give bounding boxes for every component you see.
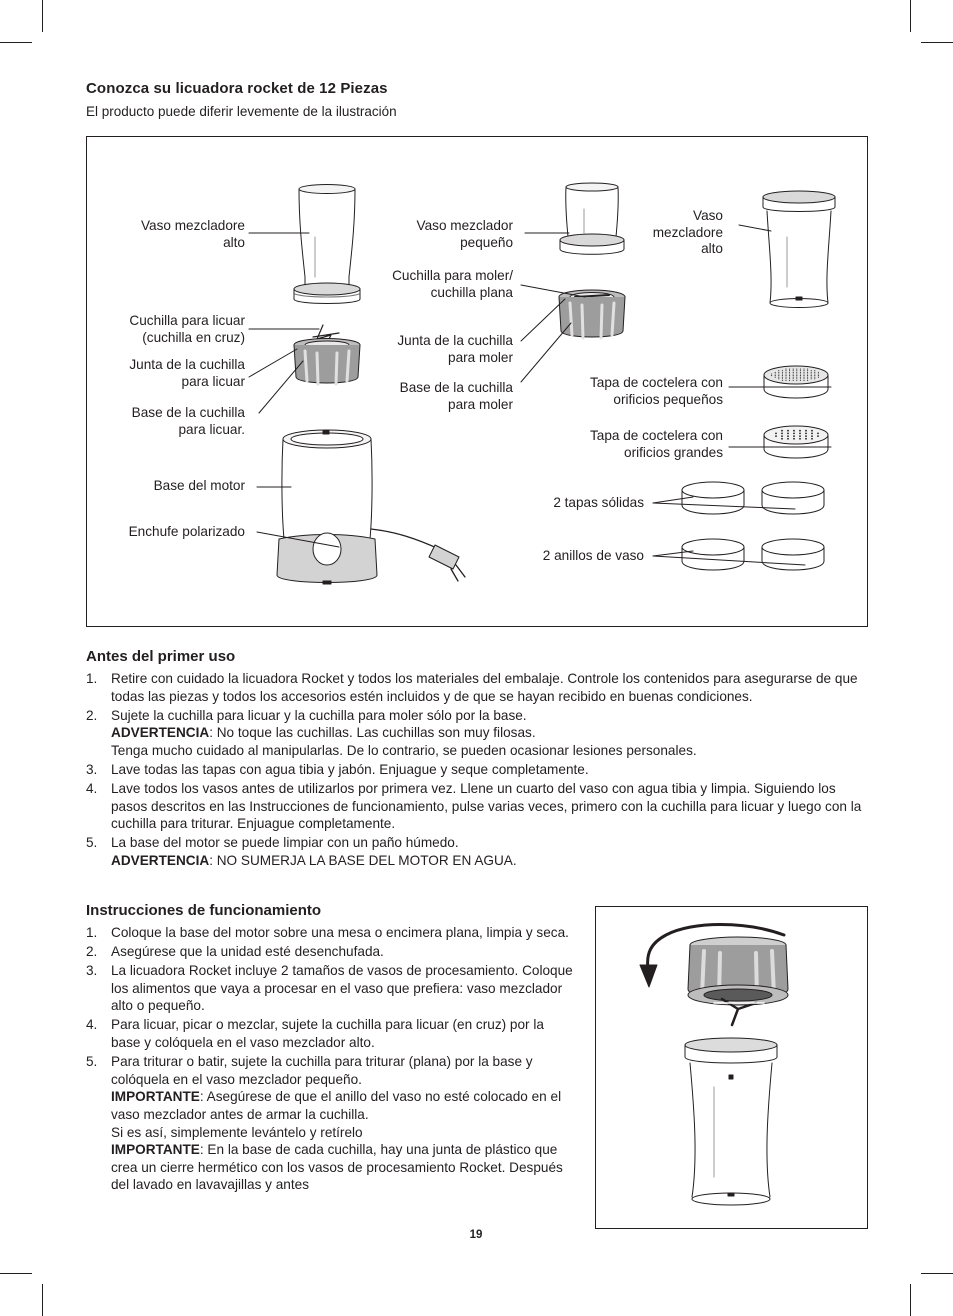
shaker-hole — [775, 377, 776, 378]
shaker-hole — [817, 435, 819, 437]
shaker-hole — [782, 380, 783, 381]
shaker-hole — [793, 438, 795, 440]
shaker-hole — [800, 378, 801, 379]
shaker-lid-small-holes-icon — [764, 366, 828, 398]
section-title-operating-instructions: Instrucciones de funcionamiento — [86, 902, 322, 919]
crop-mark — [0, 1273, 32, 1274]
crop-mark — [42, 1284, 43, 1316]
label-motor-base: Base del motor — [153, 478, 245, 493]
operating-instructions-list — [86, 924, 574, 1195]
grind-blade-base-icon — [559, 290, 625, 338]
shaker-hole — [814, 373, 815, 374]
shaker-hole — [793, 430, 795, 432]
shaker-hole — [787, 433, 789, 435]
page-title: Conozca su licuadora rocket de 12 Piezas — [86, 80, 388, 97]
label-blend-gasket: Junta de la cuchilla para licuar — [129, 357, 245, 389]
label-cup-rings: 2 anillos de vaso — [542, 548, 644, 563]
shaker-hole — [782, 375, 783, 376]
shaker-lid-large-holes-icon — [764, 426, 828, 458]
shaker-hole — [793, 372, 794, 373]
shaker-hole — [799, 433, 801, 435]
shaker-hole — [793, 435, 795, 437]
shaker-hole — [789, 380, 790, 381]
label-shaker-large: Tapa de coctelera con orificios grandes — [589, 428, 723, 460]
shaker-hole — [799, 435, 801, 437]
list-item: 5. Para triturar o batir, sujete la cuchilla para triturar (plana) por la base y colóquela en el vaso mezclador pequeño. IMPORTANTE: Asegúrese de que el anillo del vaso no esté colocado en el vaso mezclador antes de armar la cuchilla. Si es así, simplemente levántelo y retírelo IMPORTANTE: En la base de cada cuchilla, hay una junta de plástico que crea un cierre hermético con los vasos de procesamiento Rocket. Después del lavado en lavavajillas y antes — [86, 1053, 574, 1194]
shaker-hole — [803, 380, 804, 381]
shaker-hole — [775, 435, 777, 437]
shaker-hole — [811, 435, 813, 437]
shaker-hole — [805, 435, 807, 437]
label-shaker-small: Tapa de coctelera con orificios pequeños — [589, 375, 723, 407]
shaker-hole — [811, 430, 813, 432]
shaker-hole — [811, 438, 813, 440]
shaker-hole — [799, 438, 801, 440]
shaker-hole — [807, 377, 808, 378]
shaker-hole — [782, 372, 783, 373]
shaker-hole — [807, 370, 808, 371]
shaker-hole — [805, 430, 807, 432]
shaker-hole — [814, 372, 815, 373]
shaker-hole — [814, 375, 815, 376]
warning-line: ADVERTENCIA: No toque las cuchillas. Las cuchillas son muy filosas. — [111, 725, 536, 741]
shaker-hole — [800, 375, 801, 376]
label-solid-lids: 2 tapas sólidas — [553, 495, 644, 510]
shaker-hole — [775, 433, 777, 435]
crop-mark — [921, 1273, 953, 1274]
list-item: 4. Lave todos los vasos antes de utilizarlos por primera vez. Llene un cuarto del vaso con agua tibia y limpia. Siguiendo los pasos descritos en las Instrucciones de funcionamiento, pulse varias veces, primero con la cuchilla para licuar y luego con la cuchilla para triturar. Enjuague completamente. — [86, 781, 862, 832]
shaker-hole — [785, 375, 786, 376]
list-item: 4. Para licuar, picar o mezclar, sujete la cuchilla para licuar (en cruz) por la base y colóquela en el vaso mezclador alto. — [86, 1017, 544, 1051]
shaker-hole — [793, 377, 794, 378]
list-item: 1. Coloque la base del motor sobre una mesa o encimera plana, limpia y seca. — [86, 925, 569, 940]
label-small-cup: Vaso mezclador pequeño — [416, 218, 513, 250]
shaker-hole — [803, 375, 804, 376]
before-first-use-list — [86, 670, 871, 871]
shaker-hole — [785, 378, 786, 379]
shaker-hole — [796, 377, 797, 378]
shaker-hole — [803, 369, 804, 370]
shaker-hole — [805, 438, 807, 440]
list-item: 5. La base del motor se puede limpiar con un paño húmedo. ADVERTENCIA: NO SUMERJA LA BASE DEL MOTOR EN AGUA. — [86, 834, 871, 869]
assembly-illustration — [595, 906, 868, 1229]
label-tall-cup-left: Vaso mezcladore alto — [140, 218, 245, 250]
shaker-hole — [781, 430, 783, 432]
label-tall-cup-right: Vaso mezcladore alto — [652, 208, 723, 256]
label-cross-blade: Cuchilla para licuar (cuchilla en cruz) — [129, 313, 245, 345]
shaker-hole — [782, 373, 783, 374]
shaker-hole — [805, 433, 807, 435]
shaker-hole — [807, 378, 808, 379]
shaker-hole — [771, 375, 772, 376]
tall-cup-right-icon — [763, 191, 835, 308]
shaker-hole — [785, 372, 786, 373]
label-blend-base: Base de la cuchilla para licuar. — [131, 405, 245, 437]
shaker-hole — [796, 378, 797, 379]
shaker-hole — [793, 378, 794, 379]
crop-mark — [910, 1284, 911, 1316]
shaker-hole — [781, 433, 783, 435]
shaker-hole — [818, 372, 819, 373]
shaker-hole — [803, 377, 804, 378]
shaker-hole — [775, 372, 776, 373]
shaker-hole — [785, 377, 786, 378]
shaker-hole — [807, 369, 808, 370]
shaker-hole — [781, 435, 783, 437]
shaker-hole — [807, 375, 808, 376]
shaker-hole — [814, 377, 815, 378]
shaker-hole — [796, 373, 797, 374]
shaker-hole — [778, 378, 779, 379]
shaker-hole — [800, 372, 801, 373]
shaker-hole — [789, 377, 790, 378]
shaker-hole — [782, 370, 783, 371]
shaker-hole — [775, 373, 776, 374]
shaker-hole — [818, 373, 819, 374]
warning-line: ADVERTENCIA: NO SUMERJA LA BASE DEL MOTOR EN AGUA. — [111, 852, 517, 868]
shaker-hole — [811, 375, 812, 376]
shaker-hole — [799, 430, 801, 432]
cup-ring-icon — [682, 539, 744, 570]
label-flat-blade: Cuchilla para moler/ cuchilla plana — [392, 268, 513, 300]
motor-base-icon — [277, 430, 465, 584]
blend-blade-base-icon — [294, 339, 360, 385]
cup-ring-icon — [762, 539, 824, 570]
shaker-hole — [800, 370, 801, 371]
label-grind-base: Base de la cuchilla para moler — [399, 380, 513, 412]
shaker-hole — [796, 369, 797, 370]
shaker-hole — [818, 375, 819, 376]
shaker-hole — [811, 377, 812, 378]
shaker-hole — [785, 380, 786, 381]
list-item: 3. Lave todas las tapas con agua tibia y jabón. Enjuague y seque completamente. — [86, 761, 589, 777]
shaker-hole — [789, 370, 790, 371]
shaker-hole — [814, 370, 815, 371]
crop-mark — [0, 42, 32, 43]
shaker-hole — [796, 375, 797, 376]
shaker-hole — [811, 378, 812, 379]
shaker-hole — [778, 373, 779, 374]
shaker-hole — [800, 380, 801, 381]
shaker-hole — [778, 370, 779, 371]
shaker-hole — [787, 430, 789, 432]
shaker-hole — [793, 433, 795, 435]
label-plug: Enchufe polarizado — [128, 524, 245, 539]
shaker-hole — [789, 372, 790, 373]
list-item: 2. Sujete la cuchilla para licuar y la cuchilla para moler sólo por la base. ADVERTENCIA: No toque las cuchillas. Las cuchillas son muy filosas. Tenga mucho cuidado al manipularlas. De lo contrario, se pueden ocasionar lesiones personales. — [86, 707, 871, 760]
shaker-hole — [811, 373, 812, 374]
important-note: IMPORTANTE: Asegúrese de que el anillo del vaso no esté colocado en el vaso mezclador antes de armar la cuchilla. — [111, 1089, 562, 1122]
tall-cup-icon — [685, 1038, 777, 1205]
shaker-hole — [803, 378, 804, 379]
shaker-hole — [800, 369, 801, 370]
tall-cup-left-icon — [294, 185, 360, 304]
shaker-hole — [785, 370, 786, 371]
shaker-hole — [789, 378, 790, 379]
shaker-hole — [771, 373, 772, 374]
shaker-hole — [785, 373, 786, 374]
shaker-hole — [807, 373, 808, 374]
shaker-hole — [796, 372, 797, 373]
shaker-hole — [803, 372, 804, 373]
shaker-hole — [811, 433, 813, 435]
shaker-hole — [789, 375, 790, 376]
shaker-hole — [789, 369, 790, 370]
list-item: 3. La licuadora Rocket incluye 2 tamaños de vasos de procesamiento. Coloque los alimentos que vaya a procesar en el vaso que prefiera: vaso mezclador alto o pequeño. — [86, 963, 573, 1014]
crop-mark — [910, 0, 911, 32]
shaker-hole — [785, 369, 786, 370]
shaker-hole — [800, 377, 801, 378]
list-item: 1. Retire con cuidado la licuadora Rocket y todos los materiales del embalaje. Controle los contenidos para asegurarse de que todas las piezas y todos los accesorios estén incluidos y de que se hayan recibido en buenas condiciones. — [86, 671, 858, 704]
shaker-hole — [807, 380, 808, 381]
shaker-hole — [781, 438, 783, 440]
shaker-hole — [817, 433, 819, 435]
shaker-hole — [803, 370, 804, 371]
shaker-hole — [778, 377, 779, 378]
shaker-hole — [789, 373, 790, 374]
list-item: 2. Asegúrese que la unidad esté desenchufada. — [86, 944, 384, 960]
blade-base-inverted-icon — [688, 937, 788, 1025]
shaker-hole — [775, 375, 776, 376]
label-grind-gasket: Junta de la cuchilla para moler — [397, 333, 513, 365]
shaker-hole — [796, 370, 797, 371]
shaker-hole — [793, 373, 794, 374]
shaker-hole — [793, 369, 794, 370]
page-number: 19 — [469, 1229, 483, 1241]
shaker-hole — [807, 372, 808, 373]
small-cup-icon — [560, 183, 624, 254]
crop-mark — [921, 42, 953, 43]
shaker-hole — [782, 378, 783, 379]
page-subtitle: El producto puede diferir levemente de la ilustración — [86, 104, 397, 119]
shaker-hole — [787, 435, 789, 437]
shaker-hole — [811, 370, 812, 371]
shaker-hole — [796, 380, 797, 381]
parts-diagram — [86, 136, 868, 627]
shaker-hole — [818, 377, 819, 378]
important-note: IMPORTANTE: En la base de cada cuchilla, hay una junta de plástico que crea un cierre hermético con los vasos de procesamiento Rocket. Después del lavado en lavavajillas y antes — [111, 1142, 563, 1193]
shaker-hole — [782, 377, 783, 378]
shaker-hole — [787, 438, 789, 440]
shaker-hole — [778, 375, 779, 376]
solid-lid-icon — [682, 482, 744, 514]
shaker-hole — [800, 373, 801, 374]
shaker-hole — [793, 380, 794, 381]
shaker-hole — [793, 375, 794, 376]
shaker-hole — [814, 378, 815, 379]
shaker-hole — [793, 370, 794, 371]
shaker-hole — [811, 372, 812, 373]
shaker-hole — [803, 373, 804, 374]
crop-mark — [42, 0, 43, 32]
shaker-hole — [778, 372, 779, 373]
section-title-before-first-use: Antes del primer uso — [86, 648, 236, 665]
